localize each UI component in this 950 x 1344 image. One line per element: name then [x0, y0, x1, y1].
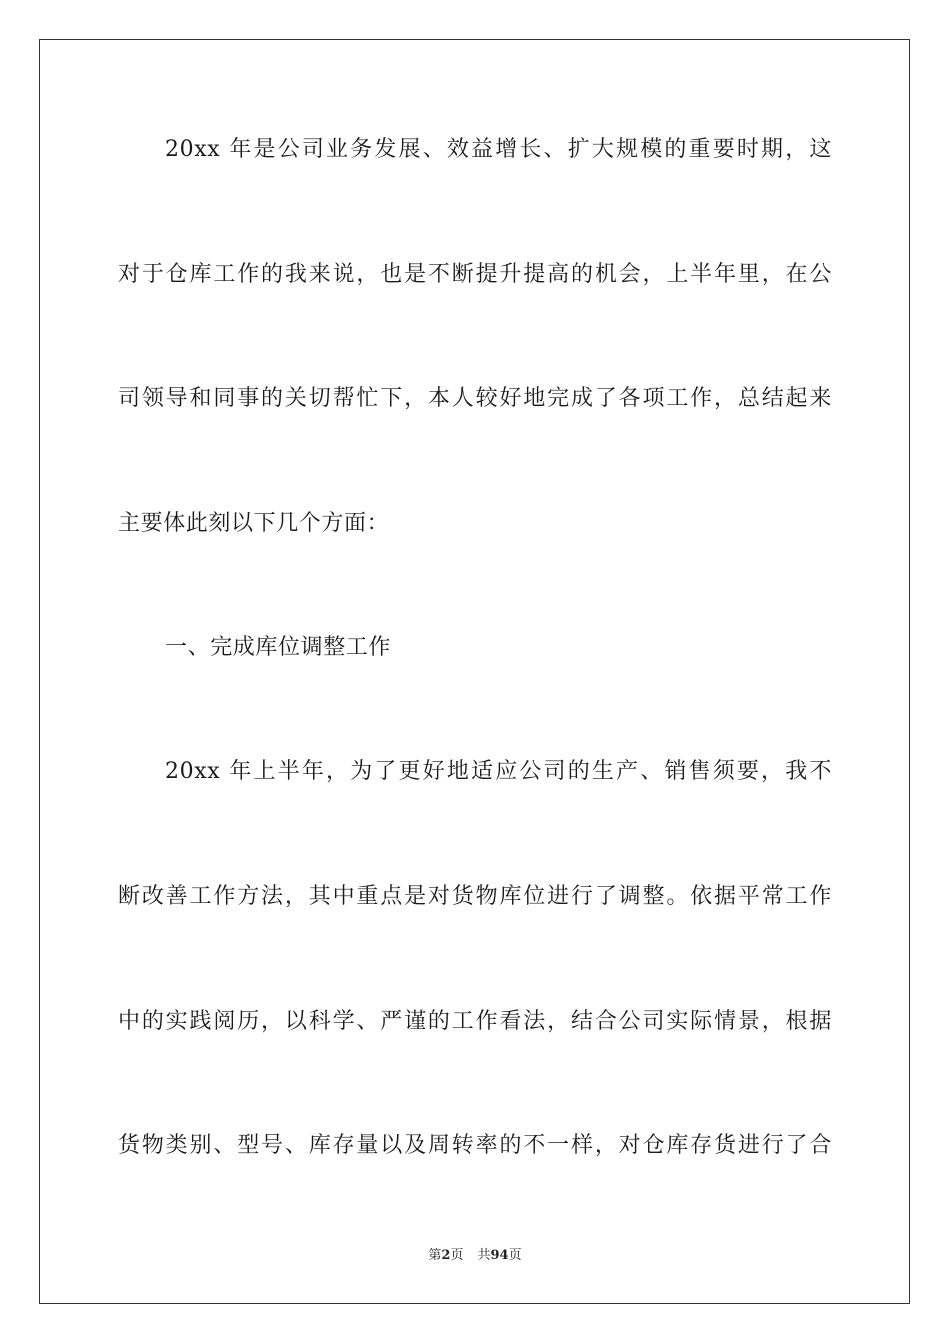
- total-pages: 94: [490, 1248, 509, 1263]
- paragraph-2-line-4: 货物类别、型号、库存量以及周转率的不一样，对仓库存货进行了合: [118, 1133, 832, 1158]
- section-heading: 一、完成库位调整工作: [165, 635, 392, 660]
- total-prefix: 共: [477, 1248, 491, 1263]
- paragraph-1-line-3: 司领导和同事的关切帮忙下，本人较好地完成了各项工作，总结起来: [118, 386, 832, 411]
- page-number: 2: [441, 1248, 451, 1263]
- paragraph-2-line-3: 中的实践阅历，以科学、严谨的工作看法，结合公司实际情景，根据: [118, 1009, 832, 1034]
- paragraph-1-line-1: 20xx 年是公司业务发展、效益增长、扩大规模的重要时期，这: [165, 137, 832, 162]
- page-suffix: 页: [450, 1248, 464, 1263]
- paragraph-1-line-2: 对于仓库工作的我来说，也是不断提升提高的机会，上半年里，在公: [118, 262, 832, 287]
- total-suffix: 页: [508, 1248, 522, 1263]
- paragraph-1-line-4: 主要体此刻以下几个方面：: [118, 511, 390, 536]
- page-border: [39, 39, 910, 1304]
- page-footer: [0, 1247, 950, 1265]
- paragraph-2-line-1: 20xx 年上半年，为了更好地适应公司的生产、销售须要，我不: [165, 759, 832, 784]
- page-prefix: 第: [428, 1248, 442, 1263]
- paragraph-2-line-2: 断改善工作方法，其中重点是对货物库位进行了调整。依据平常工作: [118, 884, 832, 909]
